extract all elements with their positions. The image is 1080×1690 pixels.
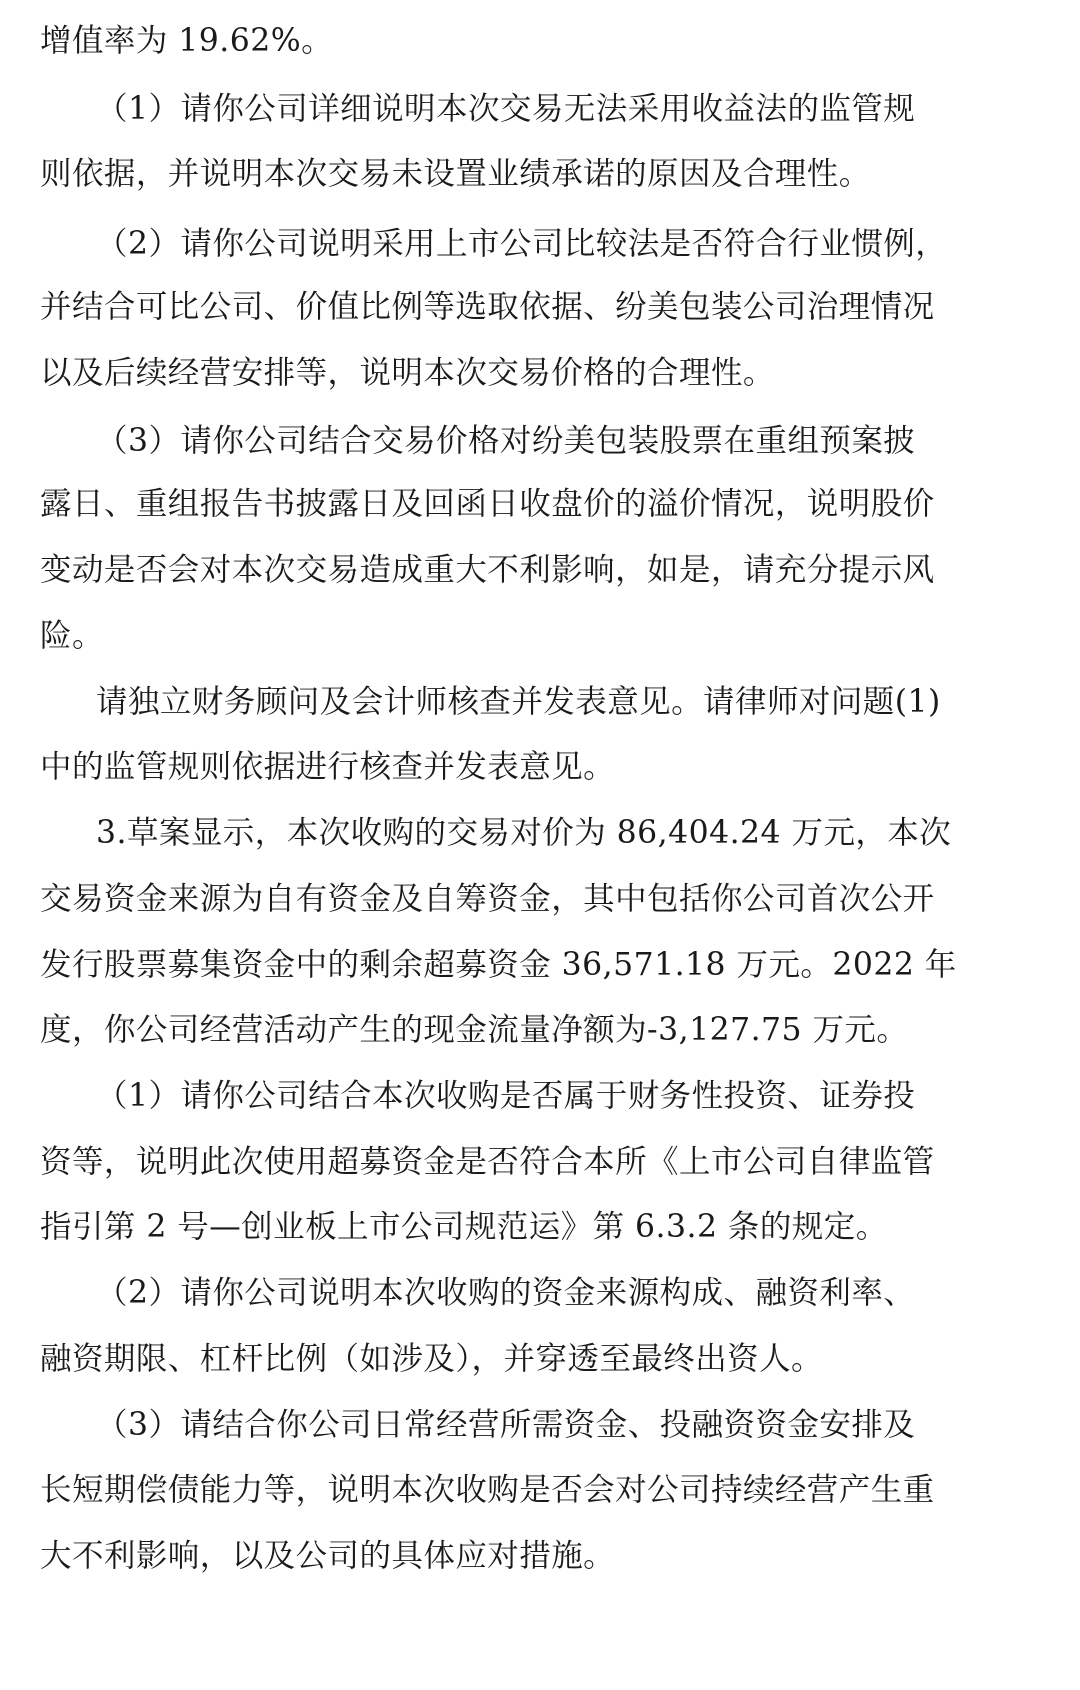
text-line: （3）请你公司结合交易价格对纷美包装股票在重组预案披 — [96, 423, 916, 459]
text-line: 请独立财务顾问及会计师核查并发表意见。请律师对问题(1) — [96, 684, 941, 720]
text-line: 大不利影响，以及公司的具体应对措施。 — [40, 1538, 616, 1574]
text-line: 险。 — [40, 618, 104, 654]
text-line: 中的监管规则依据进行核查并发表意见。 — [40, 749, 616, 785]
text-line: 交易资金来源为自有资金及自筹资金，其中包括你公司首次公开 — [40, 881, 935, 917]
text-line: （3）请结合你公司日常经营所需资金、投融资资金安排及 — [96, 1407, 916, 1443]
text-line: 并结合可比公司、价值比例等选取依据、纷美包装公司治理情况 — [40, 289, 935, 325]
text-line: 3.草案显示，本次收购的交易对价为 86,404.24 万元，本次 — [96, 815, 952, 851]
text-line: 发行股票募集资金中的剩余超募资金 36,571.18 万元。2022 年 — [40, 947, 957, 983]
text-line: 增值率为 19.62%。 — [40, 23, 334, 59]
text-line: 融资期限、杠杆比例（如涉及），并穿透至最终出资人。 — [40, 1341, 824, 1377]
text-line: （2）请你公司说明本次收购的资金来源构成、融资利率、 — [96, 1275, 916, 1311]
text-line: 长短期偿债能力等，说明本次收购是否会对公司持续经营产生重 — [40, 1472, 935, 1508]
text-line: 指引第 2 号—创业板上市公司规范运》第 6.3.2 条的规定。 — [40, 1209, 888, 1245]
text-line: （1）请你公司结合本次收购是否属于财务性投资、证券投 — [96, 1078, 916, 1114]
text-line: 度，你公司经营活动产生的现金流量净额为-3,127.75 万元。 — [40, 1012, 909, 1048]
text-line: 露日、重组报告书披露日及回函日收盘价的溢价情况，说明股价 — [40, 486, 935, 522]
text-line: （2）请你公司说明采用上市公司比较法是否符合行业惯例， — [96, 226, 948, 262]
text-line: 则依据，并说明本次交易未设置业绩承诺的原因及合理性。 — [40, 156, 871, 192]
text-line: 资等，说明此次使用超募资金是否符合本所《上市公司自律监管 — [40, 1144, 935, 1180]
text-line: 以及后续经营安排等，说明本次交易价格的合理性。 — [40, 355, 775, 391]
text-line: 变动是否会对本次交易造成重大不利影响，如是，请充分提示风 — [40, 552, 935, 588]
text-line: （1）请你公司详细说明本次交易无法采用收益法的监管规 — [96, 91, 916, 127]
